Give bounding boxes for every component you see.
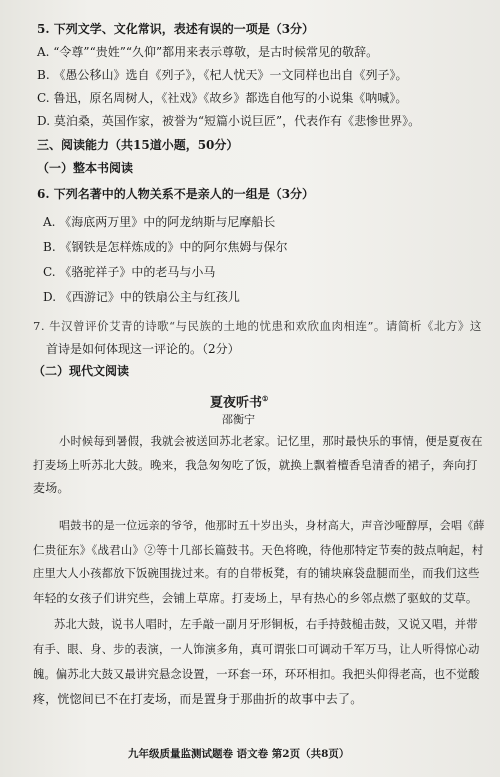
- section-heading: 三、阅读能力（共15道小题，50分）: [37, 138, 239, 152]
- q6-stem: 6. 下列名著中的人物关系不是亲人的一组是（3分）: [37, 187, 315, 201]
- q5-option-b: B. 《愚公移山》选自《列子》，《杞人忧天》一文同样也出自《列子》。: [37, 68, 408, 82]
- q5-option-c: C. 鲁迅，原名周树人，《社戏》《故乡》都选自他写的小说集《呐喊》。: [37, 91, 408, 105]
- paragraph-3-line-3: 魄。偏苏北大鼓又最讲究悬念设置，一环套一环，环环相扣。我把头仰得老高，也不觉酸: [33, 668, 480, 681]
- paragraph-2-line-1: 唱鼓书的是一位远亲的爷爷，他那时五十岁出头，身材高大，声音沙哑醇厚，会唱《薛: [59, 519, 485, 532]
- footnote-mark: ①: [262, 394, 269, 403]
- paragraph-1-line-2: 打麦场上听苏北大鼓。晚来，我急匆匆吃了饭，就换上飘着檀香皂清香的裙子，奔向打: [33, 458, 478, 472]
- article-title: 夏夜听书①: [210, 394, 269, 411]
- q7-stem-line1: 7. 牛汉曾评价艾青的诗歌“与民族的土地的忧患和欢欣血肉相连”。请简析《北方》这: [33, 319, 482, 333]
- paragraph-1-line-1: 小时候每到暑假，我就会被送回苏北老家。记忆里，那时最快乐的事情，便是夏夜在: [59, 435, 483, 448]
- q6-option-c: C. 《骆驼祥子》中的老马与小马: [43, 265, 216, 279]
- paragraph-2-line-3: 庄里大人小孩都放下饭碗围拢过来。有的自带板凳，有的铺块麻袋盘腿而坐，而我们这些: [33, 567, 480, 580]
- q5-option-d: D. 莫泊桑，英国作家，被誉为“短篇小说巨匠”，代表作有《悲惨世界》。: [37, 114, 421, 128]
- subsection-heading-2: （二）现代文阅读: [33, 364, 130, 378]
- paragraph-2-line-2: 仁贵征东》《战君山》②等十几部长篇鼓书。天色将晚，待他那特定节奏的鼓点响起，村: [33, 543, 484, 557]
- paragraph-1-line-3: 麦场。: [33, 481, 70, 495]
- article-author: 邵衡宁: [222, 413, 255, 426]
- q5-option-a: A. “令尊”“贵姓”“久仰”都用来表示尊敬，是古时候常见的敬辞。: [37, 45, 379, 59]
- paragraph-2-line-4: 年轻的女孩子们讲究些，会铺上草席。打麦场上，早有热心的乡邻点燃了驱蚊的艾草。: [33, 591, 478, 605]
- page-footer: 九年级质量监测试题卷 语文卷 第2页（共8页）: [128, 748, 350, 760]
- q6-option-d: D. 《西游记》中的铁扇公主与红孩儿: [43, 290, 240, 304]
- q5-stem: 5. 下列文学、文化常识，表述有误的一项是（3分）: [37, 22, 315, 36]
- paragraph-3-line-2: 有手、眼、身、步的表演，一人饰演多角，真可谓张口可调动千军万马，让人听得惊心动: [33, 643, 480, 656]
- q7-stem-line2: 首诗是如何体现这一评论的。（2分）: [46, 342, 240, 356]
- q6-option-a: A. 《海底两万里》中的阿龙纳斯与尼摩船长: [43, 215, 276, 229]
- paragraph-3-line-1: 苏北大鼓，说书人唱时，左手敲一副月牙形铜板，右手持鼓槌击鼓，又说又唱，并带: [54, 618, 478, 631]
- q6-option-b: B. 《钢铁是怎样炼成的》中的阿尔焦姆与保尔: [43, 240, 288, 254]
- paragraph-3-line-4: 疼，恍惚间已不在打麦场，而是置身于那曲折的故事中去了。: [33, 692, 363, 706]
- subsection-heading-1: （一）整本书阅读: [37, 161, 134, 175]
